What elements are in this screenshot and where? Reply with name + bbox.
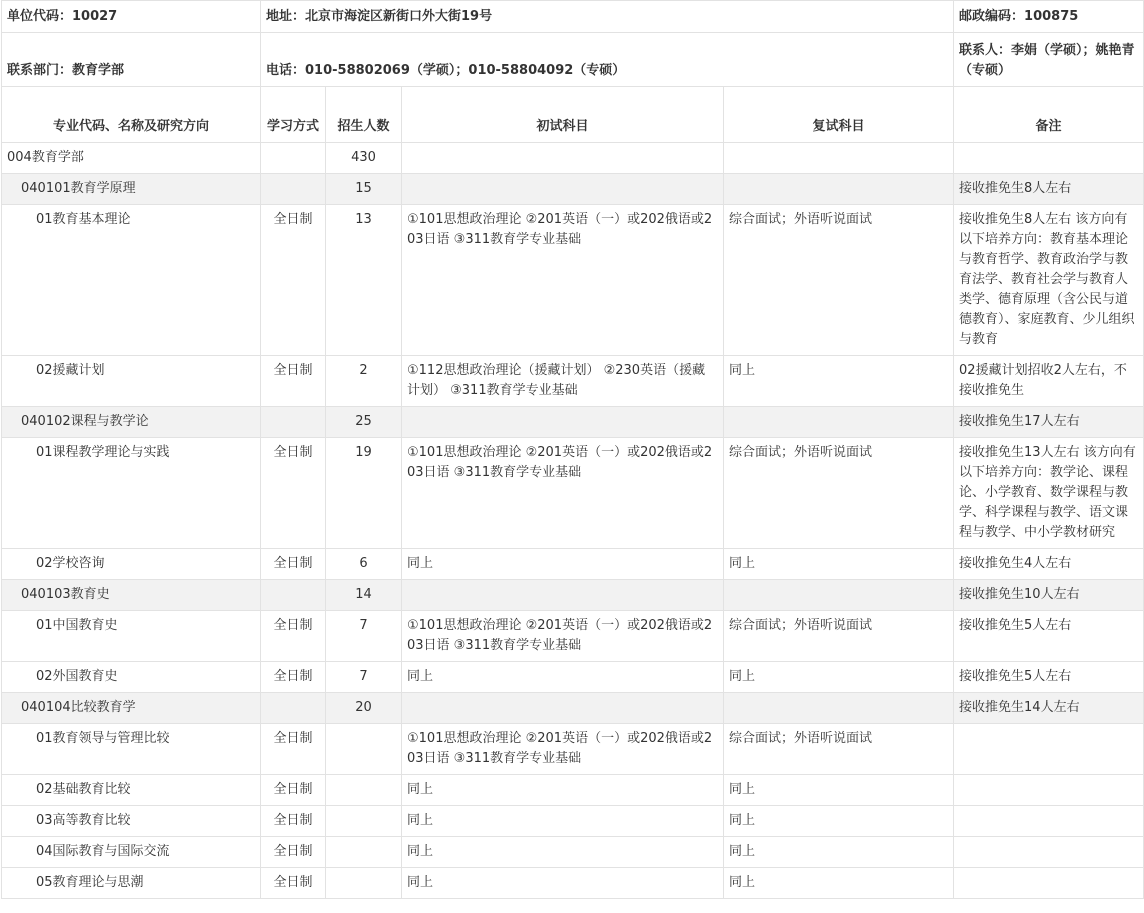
retest-exam — [724, 693, 954, 724]
retest-exam: 同上 — [724, 806, 954, 837]
preliminary-exam: 同上 — [402, 775, 724, 806]
remark — [954, 806, 1144, 837]
retest-exam: 同上 — [724, 356, 954, 407]
col-header-major: 专业代码、名称及研究方向 — [2, 87, 261, 143]
enrollment-count — [326, 775, 402, 806]
remark — [954, 724, 1144, 775]
table-row — [2, 806, 1144, 837]
table-row — [2, 724, 1144, 775]
preliminary-exam: 同上 — [402, 837, 724, 868]
col-header-note: 备注 — [954, 87, 1144, 143]
retest-exam: 综合面试；外语听说面试 — [724, 438, 954, 549]
enrollment-count: 2 — [326, 356, 402, 407]
preliminary-exam — [402, 580, 724, 611]
preliminary-exam: 同上 — [402, 662, 724, 693]
table-row — [2, 775, 1144, 806]
retest-exam — [724, 143, 954, 174]
table-row — [2, 693, 1144, 724]
remark: 接收推免生13人左右 该方向有以下培养方向：教学论、课程论、小学教育、数学课程与教学、科学课程与教学、语文课程与教学、中小学教材研究 — [954, 438, 1144, 549]
study-mode — [261, 174, 326, 205]
preliminary-exam: ①101思想政治理论 ②201英语（一）或202俄语或203日语 ③311教育学专业基础 — [402, 611, 724, 662]
contact-person: 联系人：李娟（学硕）；姚艳青（专硕） — [954, 33, 1144, 87]
major-name: 05教育理论与思潮 — [2, 868, 261, 899]
header-row-1 — [2, 1, 1144, 33]
table-row — [2, 837, 1144, 868]
enrollment-count: 14 — [326, 580, 402, 611]
remark: 02援藏计划招收2人左右，不接收推免生 — [954, 356, 1144, 407]
enrollment-count — [326, 806, 402, 837]
major-name: 01教育领导与管理比较 — [2, 724, 261, 775]
remark: 接收推免生4人左右 — [954, 549, 1144, 580]
retest-exam: 同上 — [724, 549, 954, 580]
address: 地址：北京市海淀区新街口外大街19号 — [261, 1, 954, 33]
study-mode: 全日制 — [261, 549, 326, 580]
study-mode: 全日制 — [261, 806, 326, 837]
table-row — [2, 407, 1144, 438]
study-mode: 全日制 — [261, 438, 326, 549]
major-name: 040103教育史 — [2, 580, 261, 611]
study-mode: 全日制 — [261, 205, 326, 356]
preliminary-exam: 同上 — [402, 549, 724, 580]
remark — [954, 143, 1144, 174]
major-name: 02基础教育比较 — [2, 775, 261, 806]
major-name: 02学校咨询 — [2, 549, 261, 580]
retest-exam — [724, 407, 954, 438]
preliminary-exam: ①101思想政治理论 ②201英语（一）或202俄语或203日语 ③311教育学专业基础 — [402, 724, 724, 775]
enrollment-count: 7 — [326, 611, 402, 662]
retest-exam: 同上 — [724, 662, 954, 693]
preliminary-exam: ①112思想政治理论（援藏计划） ②230英语（援藏计划） ③311教育学专业基础 — [402, 356, 724, 407]
table-body — [2, 143, 1144, 899]
remark — [954, 837, 1144, 868]
preliminary-exam: 同上 — [402, 806, 724, 837]
retest-exam: 综合面试；外语听说面试 — [724, 205, 954, 356]
postal-code: 邮政编码：100875 — [954, 1, 1144, 33]
study-mode: 全日制 — [261, 356, 326, 407]
retest-exam — [724, 580, 954, 611]
col-header-exam1: 初试科目 — [402, 87, 724, 143]
preliminary-exam: ①101思想政治理论 ②201英语（一）或202俄语或203日语 ③311教育学专业基础 — [402, 205, 724, 356]
enrollment-count: 15 — [326, 174, 402, 205]
remark: 接收推免生10人左右 — [954, 580, 1144, 611]
study-mode: 全日制 — [261, 724, 326, 775]
admissions-table — [1, 0, 1144, 899]
enrollment-count: 7 — [326, 662, 402, 693]
enrollment-count — [326, 724, 402, 775]
column-header-row — [2, 87, 1144, 143]
study-mode — [261, 693, 326, 724]
study-mode — [261, 143, 326, 174]
table-row — [2, 549, 1144, 580]
preliminary-exam — [402, 693, 724, 724]
contact-department: 联系部门：教育学部 — [2, 33, 261, 87]
major-name: 004教育学部 — [2, 143, 261, 174]
enrollment-count: 6 — [326, 549, 402, 580]
phone: 电话：010-58802069（学硕）；010-58804092（专硕） — [261, 33, 954, 87]
retest-exam — [724, 174, 954, 205]
table-row — [2, 356, 1144, 407]
enrollment-count — [326, 868, 402, 899]
remark: 接收推免生17人左右 — [954, 407, 1144, 438]
col-header-mode: 学习方式 — [261, 87, 326, 143]
major-name: 040104比较教育学 — [2, 693, 261, 724]
study-mode: 全日制 — [261, 611, 326, 662]
retest-exam: 综合面试；外语听说面试 — [724, 611, 954, 662]
retest-exam: 同上 — [724, 775, 954, 806]
remark: 接收推免生5人左右 — [954, 662, 1144, 693]
major-name: 040101教育学原理 — [2, 174, 261, 205]
study-mode: 全日制 — [261, 775, 326, 806]
remark: 接收推免生5人左右 — [954, 611, 1144, 662]
enrollment-count: 20 — [326, 693, 402, 724]
major-name: 02援藏计划 — [2, 356, 261, 407]
table-row — [2, 611, 1144, 662]
major-name: 03高等教育比较 — [2, 806, 261, 837]
study-mode: 全日制 — [261, 868, 326, 899]
enrollment-count — [326, 837, 402, 868]
table-row — [2, 868, 1144, 899]
retest-exam: 综合面试；外语听说面试 — [724, 724, 954, 775]
study-mode: 全日制 — [261, 837, 326, 868]
table-row — [2, 174, 1144, 205]
study-mode — [261, 580, 326, 611]
study-mode — [261, 407, 326, 438]
preliminary-exam — [402, 143, 724, 174]
col-header-exam2: 复试科目 — [724, 87, 954, 143]
col-header-count: 招生人数 — [326, 87, 402, 143]
enrollment-count: 19 — [326, 438, 402, 549]
preliminary-exam: ①101思想政治理论 ②201英语（一）或202俄语或203日语 ③311教育学专业基础 — [402, 438, 724, 549]
major-name: 040102课程与教学论 — [2, 407, 261, 438]
remark: 接收推免生8人左右 — [954, 174, 1144, 205]
major-name: 04国际教育与国际交流 — [2, 837, 261, 868]
unit-code: 单位代码：10027 — [2, 1, 261, 33]
study-mode: 全日制 — [261, 662, 326, 693]
preliminary-exam — [402, 174, 724, 205]
table-row — [2, 580, 1144, 611]
remark: 接收推免生14人左右 — [954, 693, 1144, 724]
major-name: 01教育基本理论 — [2, 205, 261, 356]
preliminary-exam — [402, 407, 724, 438]
table-row — [2, 205, 1144, 356]
remark — [954, 868, 1144, 899]
remark: 接收推免生8人左右 该方向有以下培养方向：教育基本理论与教育哲学、教育政治学与教育法学、教育社会学与教育人类学、德育原理（含公民与道德教育）、家庭教育、少儿组织与教育 — [954, 205, 1144, 356]
major-name: 01课程教学理论与实践 — [2, 438, 261, 549]
table-row — [2, 662, 1144, 693]
preliminary-exam: 同上 — [402, 868, 724, 899]
table-row — [2, 438, 1144, 549]
retest-exam: 同上 — [724, 837, 954, 868]
major-name: 02外国教育史 — [2, 662, 261, 693]
remark — [954, 775, 1144, 806]
enrollment-count: 430 — [326, 143, 402, 174]
major-name: 01中国教育史 — [2, 611, 261, 662]
enrollment-count: 13 — [326, 205, 402, 356]
header-row-2 — [2, 33, 1144, 87]
enrollment-count: 25 — [326, 407, 402, 438]
table-row — [2, 143, 1144, 174]
retest-exam: 同上 — [724, 868, 954, 899]
